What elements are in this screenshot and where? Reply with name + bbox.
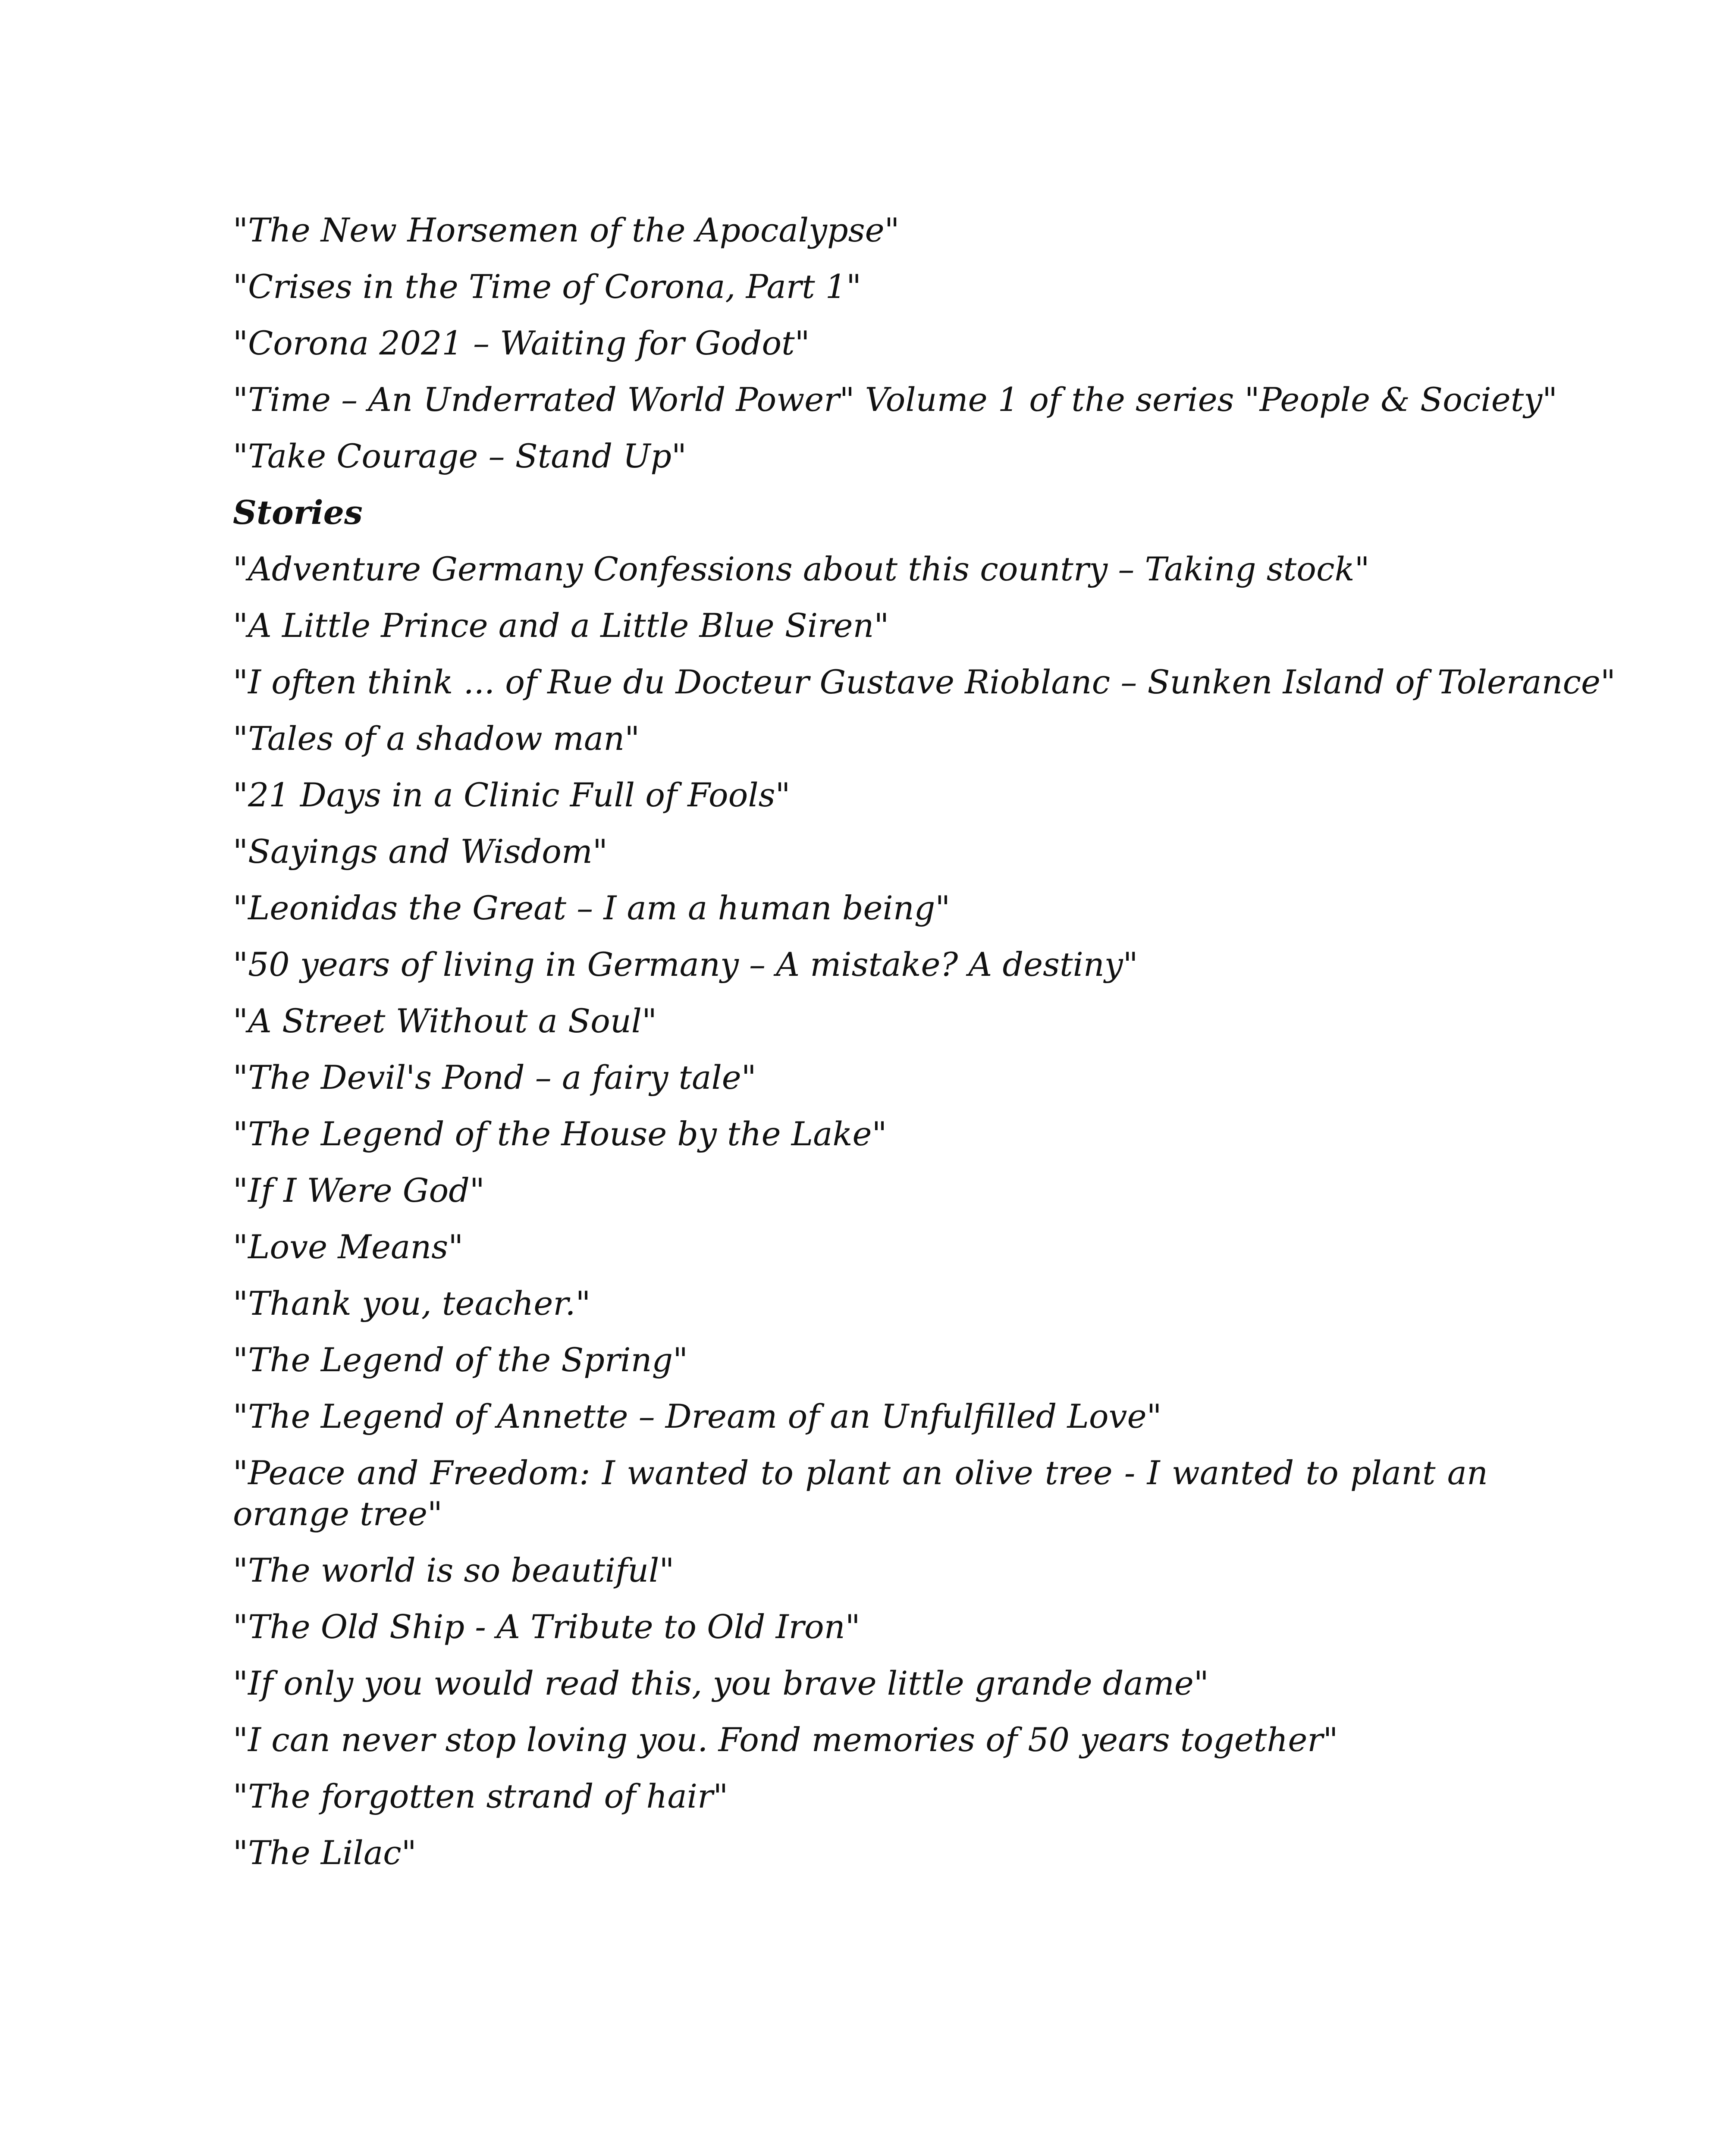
list-item: "Time – An Underrated World Power" Volume 1 of the series "People & Society" [233, 380, 1558, 419]
list-item: "Adventure Germany Confessions about this country – Taking stock" [233, 550, 1370, 588]
list-item: "Peace and Freedom: I wanted to plant an olive tree - I wanted to plant an orange tree" [233, 1454, 1488, 1533]
list-item: "Take Courage – Stand Up" [233, 437, 687, 475]
list-item: "Tales of a shadow man" [233, 719, 640, 758]
list-item: "Corona 2021 – Waiting for Godot" [233, 324, 810, 362]
list-item: "The forgotten strand of hair" [233, 1777, 728, 1815]
list-item: "A Street Without a Soul" [233, 1002, 657, 1040]
stories-heading: Stories [233, 493, 363, 532]
list-item: "The Legend of Annette – Dream of an Unfulfilled Love" [233, 1397, 1162, 1435]
list-item: "Leonidas the Great – I am a human being" [233, 889, 951, 927]
list-item: "If only you would read this, you brave little grande dame" [233, 1664, 1209, 1702]
list-item: "21 Days in a Clinic Full of Fools" [233, 776, 791, 814]
list-item: "The Legend of the Spring" [233, 1341, 688, 1379]
list-item: "The Old Ship - A Tribute to Old Iron" [233, 1608, 860, 1646]
list-item: "The Legend of the House by the Lake" [233, 1115, 887, 1153]
list-item: "Love Means" [233, 1228, 464, 1266]
list-item: "The Lilac" [233, 1833, 417, 1872]
list-item: "Crises in the Time of Corona, Part 1" [233, 267, 862, 306]
list-item: "The Devil's Pond – a fairy tale" [233, 1058, 756, 1097]
list-item: "The New Horsemen of the Apocalypse" [233, 211, 900, 249]
title-list [233, 202, 1616, 1881]
list-item: "I can never stop loving you. Fond memories of 50 years together" [233, 1720, 1338, 1759]
list-item: "Thank you, teacher." [233, 1284, 591, 1322]
list-item: "I often think ... of Rue du Docteur Gustave Rioblanc – Sunken Island of Tolerance" [233, 663, 1616, 701]
list-item: "A Little Prince and a Little Blue Siren" [233, 606, 889, 645]
list-item: "Sayings and Wisdom" [233, 832, 608, 871]
list-item: "50 years of living in Germany – A mistake? A destiny" [233, 945, 1138, 984]
list-item: "The world is so beautiful" [233, 1551, 675, 1589]
list-item: "If I Were God" [233, 1171, 485, 1210]
